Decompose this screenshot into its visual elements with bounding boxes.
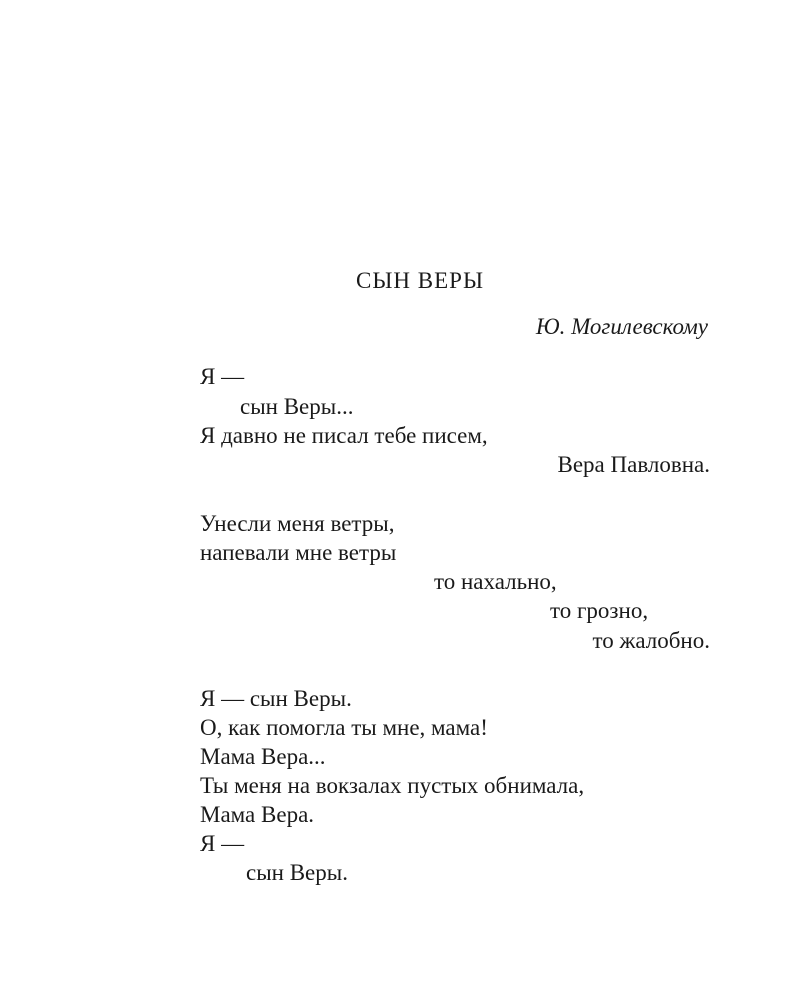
poem-line: Вера Павловна. [557, 452, 710, 477]
poem-line: Ты меня на вокзалах пустых обнимала, [200, 773, 585, 798]
poem-line: сын Веры... [240, 394, 354, 419]
poem-line: Я давно не писал тебе писем, [200, 423, 488, 448]
poem-line: Я — сын Веры. [200, 686, 352, 711]
poem-line: О, как помогла ты мне, мама! [200, 715, 488, 740]
poem-line: то нахально, [434, 569, 557, 594]
poem-line: Мама Вера... [200, 744, 326, 769]
poem-line: Мама Вера. [200, 802, 315, 827]
poem-line: то жалобно. [592, 628, 710, 653]
poem-title: СЫН ВЕРЫ [356, 268, 484, 293]
poem-line: сын Веры. [246, 860, 348, 885]
poem-line: Я — [200, 364, 245, 389]
poem-line: Я — [200, 831, 245, 856]
poem-line: то грозно, [550, 598, 649, 623]
poem-line: Унесли меня ветры, [200, 511, 395, 536]
dedication: Ю. Могилевскому [535, 314, 708, 339]
poem-line: напевали мне ветры [200, 540, 397, 565]
